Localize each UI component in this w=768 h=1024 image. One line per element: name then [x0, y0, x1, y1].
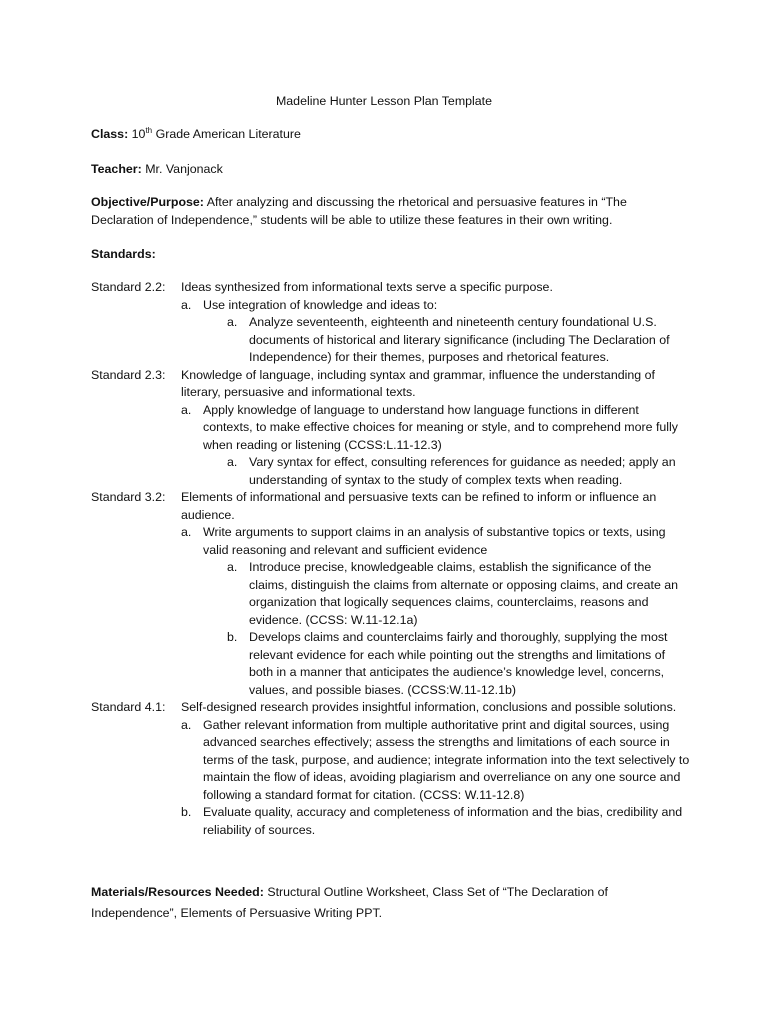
sub-list-item — [227, 629, 691, 699]
standard-4-1 — [91, 699, 691, 839]
list-marker: a. — [227, 315, 238, 329]
standard-text: Knowledge of language, including syntax and grammar, influence the understanding of literary, persuasive and informational texts. — [181, 367, 655, 399]
list-item-text: Use integration of knowledge and ideas to: — [203, 297, 438, 312]
standard-2-2 — [91, 279, 691, 367]
list-item — [181, 297, 691, 315]
list-marker: a. — [227, 455, 238, 469]
standard-text: Self-designed research provides insightful information, conclusions and possible solutions. — [181, 700, 677, 714]
class-label: Class: — [91, 127, 129, 141]
list-marker: a. — [227, 560, 238, 574]
standards-list — [91, 279, 691, 839]
list-item — [181, 717, 691, 805]
list-marker: b. — [181, 805, 192, 819]
standard-text: Elements of informational and persuasive texts can be refined to inform or influence an audience. — [181, 490, 657, 522]
teacher-line — [91, 161, 691, 179]
teacher-value: Mr. Vanjonack — [145, 162, 223, 176]
standard-label: Standard 3.2: — [91, 490, 166, 504]
objective-line-1 — [91, 194, 691, 212]
list-marker: a. — [181, 297, 192, 312]
materials-text: Structural Outline Worksheet, Class Set of “The Declaration of Independence”, Elements of Persuasive Writing PPT. — [91, 885, 608, 920]
class-grade-number: 10 — [131, 127, 146, 141]
page-title: Madeline Hunter Lesson Plan Template — [275, 94, 493, 108]
list-item — [181, 804, 691, 839]
list-item-text: Write arguments to support claims in an analysis of substantive topics or texts, using valid reasoning and relevant and sufficient evidence — [203, 525, 666, 557]
sub-list-item — [227, 454, 691, 489]
objective-line-2: Declaration of Independence,” students will be able to utilize these features in their own writing. — [91, 213, 613, 227]
list-marker: b. — [227, 630, 238, 644]
materials-paragraph — [91, 882, 681, 924]
class-line — [91, 126, 691, 144]
list-item-text: Gather relevant information from multiple authoritative print and digital sources, using advanced searches effectively; assess the strengths and limitations of each source in terms of the task, purpose, and audience; integrate information into the text selectively to maintain the flow of ideas, avoiding plagiarism and overreliance on any one source and following a standard format for citation. (CCSS: W.11-12.8) — [203, 717, 690, 802]
standard-2-3 — [91, 367, 691, 490]
standard-label: Standard 4.1: — [91, 700, 166, 714]
standards-heading: Standards: — [91, 247, 156, 261]
standard-3-2 — [91, 489, 691, 699]
list-item-text: Evaluate quality, accuracy and completeness of information and the bias, credibility and reliability of sources. — [203, 805, 683, 837]
standard-text: Ideas synthesized from informational texts serve a specific purpose. — [181, 280, 553, 294]
standard-label: Standard 2.2: — [91, 280, 166, 294]
class-value: Grade American Literature — [155, 127, 301, 141]
objective-label: Objective/Purpose: — [91, 195, 204, 209]
list-marker: a. — [181, 525, 192, 539]
sub-list-item — [227, 314, 691, 367]
list-marker: a. — [181, 402, 192, 417]
list-item-text: Apply knowledge of language to understand how language functions in different contexts, to make effective choices for meaning or style, and to comprehend more fully when reading or listening (CCSS:L.11-12.3) — [203, 402, 678, 452]
objective-text-1: After analyzing and discussing the rhetorical and persuasive features in “The — [206, 195, 627, 209]
sub-list-item — [227, 559, 691, 629]
list-item-text: Introduce precise, knowledgeable claims, establish the significance of the claims, distinguish the claims from alternate or opposing claims, and create an organization that logically sequences claims, counterclaims, reasons and evidence. (CCSS: W.11-12.1a) — [249, 560, 679, 627]
list-item-text: Analyze seventeenth, eighteenth and nineteenth century foundational U.S. documents of historical and literary significance (including The Declaration of Independence) for their themes, purposes and rhetorical features. — [249, 315, 670, 364]
list-item — [181, 524, 691, 559]
teacher-label: Teacher: — [91, 162, 142, 176]
materials-label: Materials/Resources Needed: — [91, 885, 264, 899]
class-grade-superscript: th — [145, 126, 153, 135]
list-item — [181, 402, 691, 455]
standard-label: Standard 2.3: — [91, 367, 166, 382]
list-item-text: Vary syntax for effect, consulting references for guidance as needed; apply an understanding of syntax to the study of complex texts when reading. — [249, 455, 676, 487]
list-item-text: Develops claims and counterclaims fairly and thoroughly, supplying the most relevant evidence for each while pointing out the strengths and limitations of both in a manner that anticipates the audience’s knowledge level, concerns, values, and possible biases. (CCSS:W.11-12.1b) — [249, 630, 668, 697]
list-marker: a. — [181, 717, 192, 732]
